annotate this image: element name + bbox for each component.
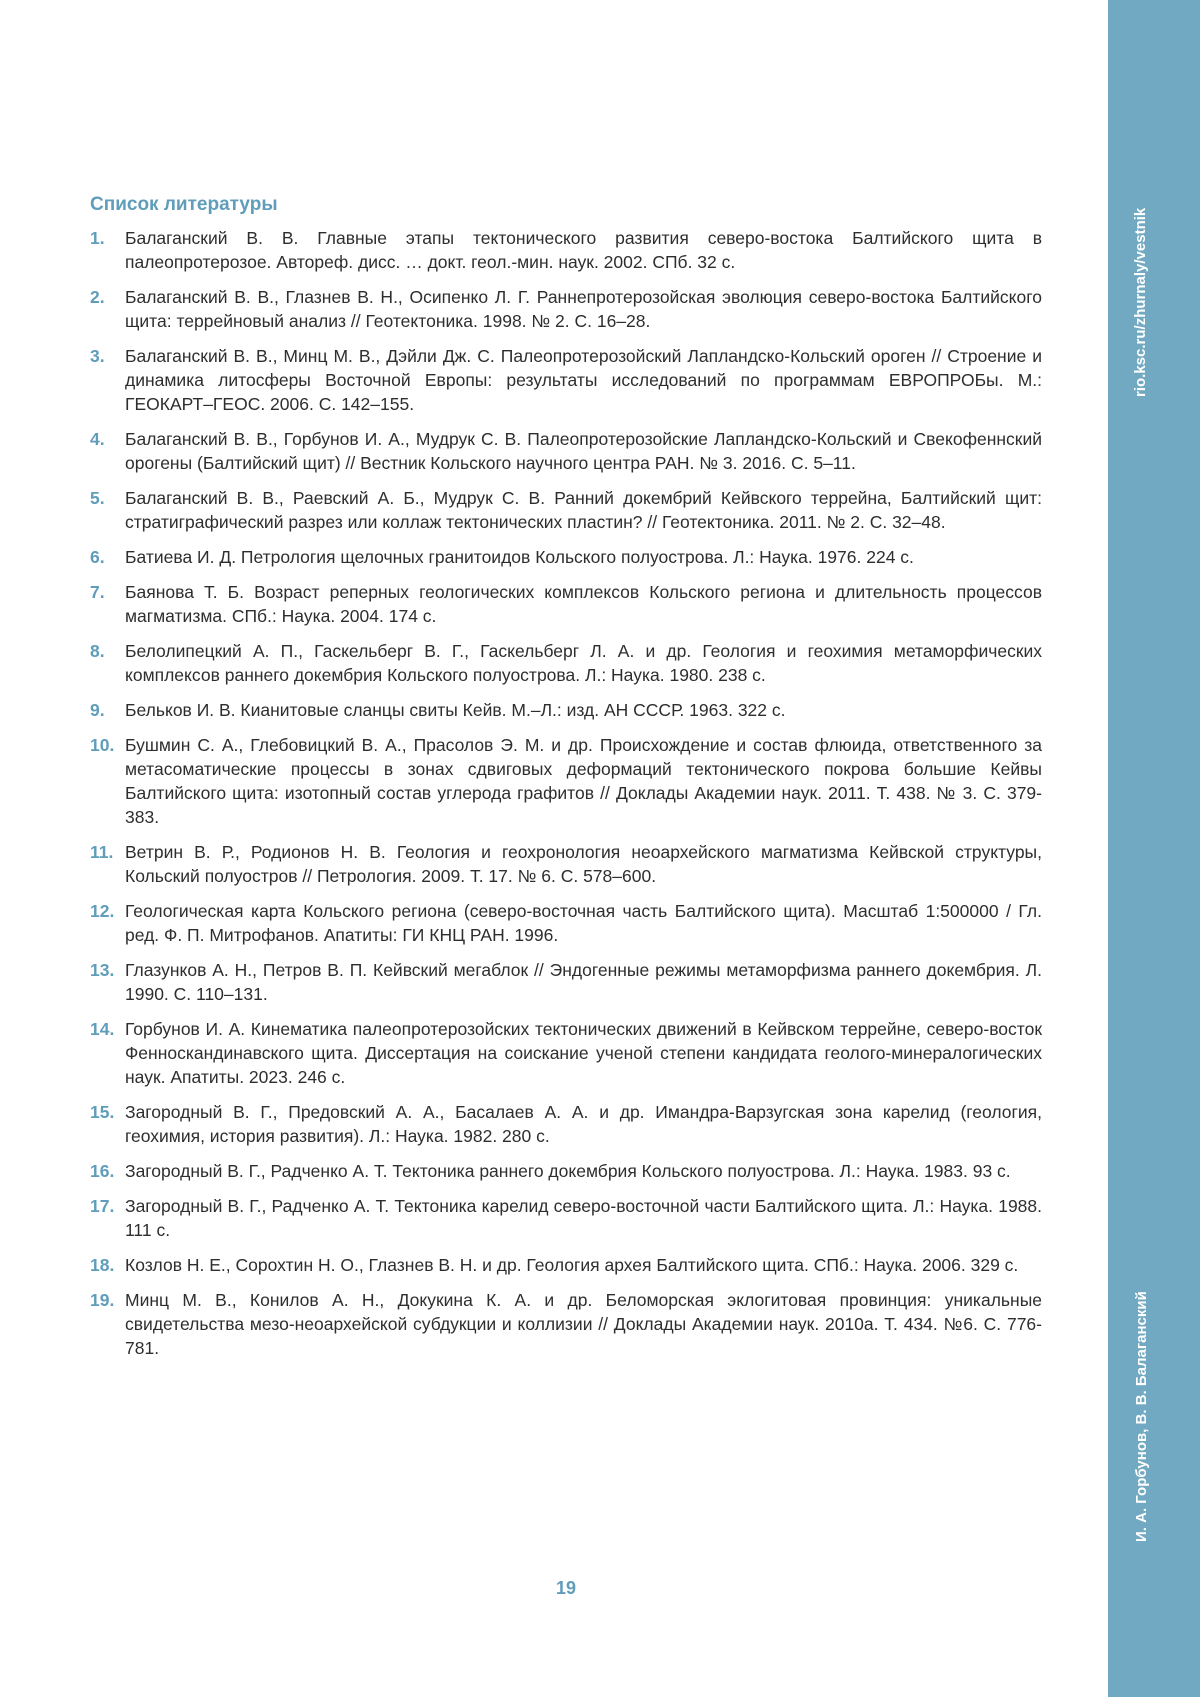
references-section (90, 192, 1042, 1371)
reference-number: 2. (90, 285, 105, 309)
reference-item (90, 698, 1042, 722)
reference-number: 11. (90, 840, 113, 864)
reference-item (90, 899, 1042, 947)
reference-number: 17. (90, 1194, 114, 1218)
reference-number: 5. (90, 486, 105, 510)
running-authors: И. А. Горбунов, В. В. Балаганский (1133, 1291, 1150, 1542)
reference-number: 19. (90, 1288, 114, 1312)
reference-text: Балаганский В. В., Глазнев В. Н., Осипенко Л. Г. Раннепротерозойская эволюция северо-востока Балтийского щита: террейновый анализ // Геотектоника. 1998. № 2. С. 16–28. (125, 285, 1042, 333)
reference-item (90, 226, 1042, 274)
reference-number: 4. (90, 427, 105, 451)
side-band (1108, 0, 1200, 1697)
reference-item (90, 958, 1042, 1006)
reference-item (90, 1017, 1042, 1089)
reference-text: Минц М. В., Конилов А. Н., Докукина К. А. и др. Беломорская эклогитовая провинция: уникальные свидетельства мезо-неоархейской субдукции и коллизии // Доклады Академии наук. 2010a. Т. 434. №6. С. 776-781. (125, 1288, 1042, 1360)
reference-text: Загородный В. Г., Радченко А. Т. Тектоника раннего докембрия Кольского полуострова. Л.: Наука. 1983. 93 с. (125, 1159, 1042, 1183)
reference-item (90, 1194, 1042, 1242)
reference-number: 14. (90, 1017, 114, 1041)
reference-text: Бушмин С. А., Глебовицкий В. А., Прасолов Э. М. и др. Происхождение и состав флюида, ответственного за метасоматические процессы в зонах сдвиговых деформаций тектонического покрова большие Кейвы Балтийского щита: изотопный состав углерода графитов // Доклады Академии наук. 2011. Т. 438. № 3. С. 379-383. (125, 733, 1042, 829)
reference-list (90, 226, 1042, 1360)
section-title: Список литературы (90, 192, 1042, 217)
reference-text: Батиева И. Д. Петрология щелочных гранитоидов Кольского полуострова. Л.: Наука. 1976. 224 с. (125, 545, 1042, 569)
reference-text: Бельков И. В. Кианитовые сланцы свиты Кейв. М.–Л.: изд. АН СССР. 1963. 322 с. (125, 698, 1042, 722)
reference-item (90, 840, 1042, 888)
reference-item (90, 639, 1042, 687)
reference-text: Балаганский В. В., Минц М. В., Дэйли Дж. С. Палеопротерозойский Лапландско-Кольский ороген // Строение и динамика литосферы Восточной Европы: результаты исследований по программам ЕВРОПРОБы. М.: ГЕОКАРТ–ГЕОС. 2006. С. 142–155. (125, 344, 1042, 416)
reference-text: Балаганский В. В., Горбунов И. А., Мудрук С. В. Палеопротерозойские Лапландско-Кольский и Свекофеннский орогены (Балтийский щит) // Вестник Кольского научного центра РАН. № 3. 2016. С. 5–11. (125, 427, 1042, 475)
reference-item (90, 580, 1042, 628)
reference-number: 7. (90, 580, 105, 604)
reference-number: 10. (90, 733, 114, 757)
reference-item (90, 1159, 1042, 1183)
page-number: 19 (540, 1578, 592, 1599)
reference-text: Загородный В. Г., Предовский А. А., Басалаев А. А. и др. Имандра-Варзугская зона карелид (геология, геохимия, история развития). Л.: Наука. 1982. 280 с. (125, 1100, 1042, 1148)
reference-text: Козлов Н. Е., Сорохтин Н. О., Глазнев В. Н. и др. Геология архея Балтийского щита. СПб.: Наука. 2006. 329 с. (125, 1253, 1042, 1277)
reference-item (90, 285, 1042, 333)
reference-number: 9. (90, 698, 105, 722)
reference-number: 12. (90, 899, 114, 923)
reference-text: Балаганский В. В. Главные этапы тектонического развития северо-востока Балтийского щита в палеопротерозое. Автореф. дисс. … докт. геол.-мин. наук. 2002. СПб. 32 с. (125, 226, 1042, 274)
reference-text: Глазунков А. Н., Петров В. П. Кейвский мегаблок // Эндогенные режимы метаморфизма раннего докембрия. Л. 1990. С. 110–131. (125, 958, 1042, 1006)
reference-number: 1. (90, 226, 105, 250)
reference-text: Баянова Т. Б. Возраст реперных геологических комплексов Кольского региона и длительность процессов магматизма. СПб.: Наука. 2004. 174 с. (125, 580, 1042, 628)
reference-item (90, 486, 1042, 534)
reference-number: 13. (90, 958, 114, 982)
reference-number: 18. (90, 1253, 114, 1277)
reference-item (90, 545, 1042, 569)
reference-item (90, 1288, 1042, 1360)
reference-item (90, 344, 1042, 416)
reference-text: Балаганский В. В., Раевский А. Б., Мудрук С. В. Ранний докембрий Кейвского террейна, Балтийский щит: стратиграфический разрез или коллаж тектонических пластин? // Геотектоника. 2011. № 2. С. 32–48. (125, 486, 1042, 534)
reference-text: Ветрин В. Р., Родионов Н. В. Геология и геохронология неоархейского магматизма Кейвской структуры, Кольский полуостров // Петрология. 2009. Т. 17. № 6. С. 578–600. (125, 840, 1042, 888)
reference-number: 6. (90, 545, 105, 569)
reference-item (90, 733, 1042, 829)
reference-item (90, 1253, 1042, 1277)
reference-number: 8. (90, 639, 105, 663)
reference-item (90, 1100, 1042, 1148)
reference-number: 16. (90, 1159, 114, 1183)
reference-text: Горбунов И. А. Кинематика палеопротерозойских тектонических движений в Кейвском террейне, северо-восток Фенноскандинавского щита. Диссертация на соискание ученой степени кандидата геолого-минералогических наук. Апатиты. 2023. 246 с. (125, 1017, 1042, 1089)
reference-text: Геологическая карта Кольского региона (северо-восточная часть Балтийского щита). Масштаб 1:500000 / Гл. ред. Ф. П. Митрофанов. Апатиты: ГИ КНЦ РАН. 1996. (125, 899, 1042, 947)
reference-item (90, 427, 1042, 475)
reference-number: 3. (90, 344, 105, 368)
reference-text: Загородный В. Г., Радченко А. Т. Тектоника карелид северо-восточной части Балтийского щита. Л.: Наука. 1988. 111 с. (125, 1194, 1042, 1242)
reference-number: 15. (90, 1100, 114, 1124)
reference-text: Белолипецкий А. П., Гаскельберг В. Г., Гаскельберг Л. А. и др. Геология и геохимия метаморфических комплексов раннего докембрия Кольского полуострова. Л.: Наука. 1980. 238 с. (125, 639, 1042, 687)
journal-url: rio.ksc.ru/zhurnaly/vestnik (1132, 208, 1149, 397)
